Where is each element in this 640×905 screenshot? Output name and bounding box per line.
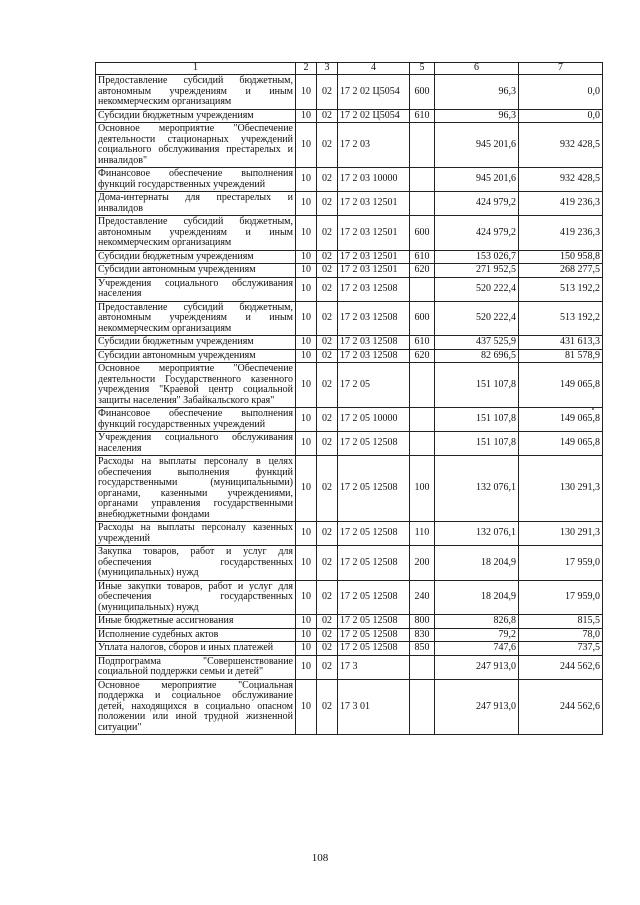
- cell-section: 10: [296, 336, 317, 350]
- header-cell-6: 6: [435, 63, 519, 75]
- cell-amount-2: 268 277,5: [519, 264, 603, 278]
- table-row: [96, 109, 603, 123]
- cell-target-code: 17 2 03 12501: [338, 192, 410, 216]
- cell-section: 10: [296, 168, 317, 192]
- cell-target-code: 17 2 03 12508: [338, 349, 410, 363]
- cell-target-code: 17 2 02 Ц5054: [338, 109, 410, 123]
- cell-section: 10: [296, 123, 317, 168]
- table-row: [96, 642, 603, 656]
- table-row: [96, 123, 603, 168]
- cell-subsection: 02: [317, 277, 338, 301]
- cell-section: 10: [296, 250, 317, 264]
- cell-name: Уплата налогов, сборов и иных платежей: [96, 642, 296, 656]
- cell-section: 10: [296, 642, 317, 656]
- cell-target-code: 17 2 05: [338, 363, 410, 408]
- cell-subsection: 02: [317, 75, 338, 110]
- table-row: [96, 615, 603, 629]
- cell-name: Иные бюджетные ассигнования: [96, 615, 296, 629]
- cell-expense-type: 240: [410, 580, 435, 615]
- table-row: [96, 628, 603, 642]
- cell-expense-type: 600: [410, 216, 435, 251]
- cell-amount-2: 0,0: [519, 75, 603, 110]
- table-row: [96, 264, 603, 278]
- cell-amount-2: 431 613,3: [519, 336, 603, 350]
- cell-amount-2: 419 236,3: [519, 216, 603, 251]
- cell-target-code: 17 2 03 10000: [338, 168, 410, 192]
- cell-subsection: 02: [317, 349, 338, 363]
- table-row: [96, 432, 603, 456]
- cell-amount-2: 244 562,6: [519, 679, 603, 735]
- cell-target-code: 17 2 05 12508: [338, 580, 410, 615]
- table-header-row: [96, 63, 603, 75]
- cell-section: 10: [296, 264, 317, 278]
- cell-amount-1: 520 222,4: [435, 301, 519, 336]
- cell-target-code: 17 2 03 12508: [338, 277, 410, 301]
- cell-expense-type: 830: [410, 628, 435, 642]
- cell-name: Расходы на выплаты персоналу казенных учреждений: [96, 522, 296, 546]
- table-row: [96, 679, 603, 735]
- budget-table: [95, 62, 603, 735]
- cell-name: Основное мероприятие "Обеспечение деятельности стационарных учреждений социального обслуживания престарелых и инвалидов": [96, 123, 296, 168]
- cell-target-code: 17 2 03 12501: [338, 216, 410, 251]
- cell-name: Субсидии бюджетным учреждениям: [96, 109, 296, 123]
- cell-name: Закупка товаров, работ и услуг для обеспечения государственных (муниципальных) нужд: [96, 546, 296, 581]
- cell-amount-2: 150 958,8: [519, 250, 603, 264]
- cell-section: 10: [296, 522, 317, 546]
- cell-target-code: 17 2 05 10000: [338, 408, 410, 432]
- cell-expense-type: 600: [410, 75, 435, 110]
- cell-expense-type: 110: [410, 522, 435, 546]
- cell-subsection: 02: [317, 192, 338, 216]
- cell-section: 10: [296, 546, 317, 581]
- cell-target-code: 17 3 01: [338, 679, 410, 735]
- cell-section: 10: [296, 277, 317, 301]
- cell-subsection: 02: [317, 168, 338, 192]
- header-cell-2: 2: [296, 63, 317, 75]
- cell-amount-2: 932 428,5: [519, 123, 603, 168]
- cell-section: 10: [296, 456, 317, 522]
- table-body: [96, 63, 603, 735]
- cell-amount-1: 82 696,5: [435, 349, 519, 363]
- cell-expense-type: 850: [410, 642, 435, 656]
- cell-amount-1: 153 026,7: [435, 250, 519, 264]
- cell-amount-2: 17 959,0: [519, 546, 603, 581]
- cell-section: 10: [296, 615, 317, 629]
- cell-expense-type: 610: [410, 250, 435, 264]
- cell-name: Субсидии бюджетным учреждениям: [96, 336, 296, 350]
- table-row: [96, 75, 603, 110]
- cell-name: Дома-интернаты для престарелых и инвалидов: [96, 192, 296, 216]
- cell-name: Субсидии автономным учреждениям: [96, 349, 296, 363]
- table-row: [96, 522, 603, 546]
- table-row: [96, 408, 603, 432]
- cell-section: 10: [296, 655, 317, 679]
- table-row: [96, 363, 603, 408]
- cell-amount-1: 151 107,8: [435, 432, 519, 456]
- cell-expense-type: [410, 168, 435, 192]
- table-row: [96, 250, 603, 264]
- cell-amount-1: 826,8: [435, 615, 519, 629]
- cell-amount-1: 945 201,6: [435, 168, 519, 192]
- cell-expense-type: [410, 432, 435, 456]
- cell-amount-2: 513 192,2: [519, 277, 603, 301]
- cell-amount-1: 18 204,9: [435, 546, 519, 581]
- cell-amount-1: 247 913,0: [435, 655, 519, 679]
- table-row: [96, 456, 603, 522]
- cell-name: Основное мероприятие "Обеспечение деятельности Государственного казенного учреждения "Краевой центр социальной защиты населения" Забайкальского края": [96, 363, 296, 408]
- cell-amount-1: 132 076,1: [435, 522, 519, 546]
- cell-subsection: 02: [317, 456, 338, 522]
- cell-expense-type: 600: [410, 301, 435, 336]
- cell-amount-1: 132 076,1: [435, 456, 519, 522]
- cell-expense-type: 800: [410, 615, 435, 629]
- cell-subsection: 02: [317, 628, 338, 642]
- cell-subsection: 02: [317, 679, 338, 735]
- cell-name: Финансовое обеспечение выполнения функций государственных учреждений: [96, 408, 296, 432]
- table-row: [96, 216, 603, 251]
- cell-target-code: 17 2 05 12508: [338, 432, 410, 456]
- cell-section: 10: [296, 580, 317, 615]
- header-cell-4: 4: [338, 63, 410, 75]
- cell-target-code: 17 2 03 12508: [338, 336, 410, 350]
- cell-subsection: 02: [317, 109, 338, 123]
- cell-amount-2: 149 065,8: [519, 408, 603, 432]
- cell-amount-2: 244 562,6: [519, 655, 603, 679]
- cell-target-code: 17 2 03: [338, 123, 410, 168]
- table-row: [96, 277, 603, 301]
- cell-expense-type: 200: [410, 546, 435, 581]
- cell-amount-1: 437 525,9: [435, 336, 519, 350]
- cell-subsection: 02: [317, 250, 338, 264]
- cell-target-code: 17 2 05 12508: [338, 546, 410, 581]
- cell-section: 10: [296, 432, 317, 456]
- cell-amount-2: 78,0: [519, 628, 603, 642]
- cell-target-code: 17 2 03 12508: [338, 301, 410, 336]
- cell-amount-2: 130 291,3: [519, 456, 603, 522]
- cell-subsection: 02: [317, 432, 338, 456]
- cell-amount-2: 0,0: [519, 109, 603, 123]
- cell-amount-1: 96,3: [435, 75, 519, 110]
- cell-amount-2: 130 291,3: [519, 522, 603, 546]
- cell-subsection: 02: [317, 655, 338, 679]
- cell-amount-2: 737,5: [519, 642, 603, 656]
- cell-expense-type: [410, 277, 435, 301]
- cell-target-code: 17 2 05 12508: [338, 456, 410, 522]
- cell-amount-1: 945 201,6: [435, 123, 519, 168]
- cell-amount-2: 419 236,3: [519, 192, 603, 216]
- cell-section: 10: [296, 75, 317, 110]
- cell-amount-1: 79,2: [435, 628, 519, 642]
- cell-amount-1: 247 913,0: [435, 679, 519, 735]
- cell-name: Основное мероприятие "Социальная поддержка и социальное обслуживание детей, находящихся в социально опасном положении или иной трудной жизненной ситуации": [96, 679, 296, 735]
- cell-amount-2: 81 578,9: [519, 349, 603, 363]
- header-cell-3: 3: [317, 63, 338, 75]
- cell-amount-1: 151 107,8: [435, 408, 519, 432]
- cell-target-code: 17 2 05 12508: [338, 522, 410, 546]
- header-cell-7: 7: [519, 63, 603, 75]
- table-row: [96, 349, 603, 363]
- cell-name: Предоставление субсидий бюджетным, автономным учреждениям и иным некоммерческим организациям: [96, 75, 296, 110]
- cell-name: Расходы на выплаты персоналу в целях обеспечения выполнения функций государственными (муниципальными) органами, казенными учреждениями, органами управления государственными внебюджетными фондами: [96, 456, 296, 522]
- cell-section: 10: [296, 408, 317, 432]
- cell-expense-type: 610: [410, 109, 435, 123]
- cell-name: Учреждения социального обслуживания населения: [96, 432, 296, 456]
- cell-subsection: 02: [317, 123, 338, 168]
- cell-name: Предоставление субсидий бюджетным, автономным учреждениям и иным некоммерческим организациям: [96, 301, 296, 336]
- cell-expense-type: [410, 192, 435, 216]
- cell-target-code: 17 2 05 12508: [338, 628, 410, 642]
- cell-amount-2: 149 065,8: [519, 363, 603, 408]
- cell-amount-1: 18 204,9: [435, 580, 519, 615]
- cell-subsection: 02: [317, 408, 338, 432]
- cell-subsection: 02: [317, 216, 338, 251]
- cell-subsection: 02: [317, 363, 338, 408]
- table-row: [96, 336, 603, 350]
- cell-target-code: 17 2 03 12501: [338, 264, 410, 278]
- table-row: [96, 546, 603, 581]
- page-number: 108: [311, 852, 329, 864]
- cell-amount-1: 151 107,8: [435, 363, 519, 408]
- header-cell-5: 5: [410, 63, 435, 75]
- header-cell-1: 1: [96, 63, 296, 75]
- cell-subsection: 02: [317, 264, 338, 278]
- cell-amount-2: 149 065,8: [519, 432, 603, 456]
- cell-amount-1: 747,6: [435, 642, 519, 656]
- cell-amount-1: 520 222,4: [435, 277, 519, 301]
- cell-target-code: 17 2 02 Ц5054: [338, 75, 410, 110]
- cell-amount-1: 96,3: [435, 109, 519, 123]
- cell-target-code: 17 3: [338, 655, 410, 679]
- cell-name: Иные закупки товаров, работ и услуг для обеспечения государственных (муниципальных) нужд: [96, 580, 296, 615]
- cell-subsection: 02: [317, 301, 338, 336]
- cell-expense-type: [410, 408, 435, 432]
- cell-section: 10: [296, 216, 317, 251]
- cell-subsection: 02: [317, 546, 338, 581]
- table-row: [96, 301, 603, 336]
- table-row: [96, 168, 603, 192]
- cell-section: 10: [296, 679, 317, 735]
- cell-expense-type: 620: [410, 349, 435, 363]
- cell-section: 10: [296, 301, 317, 336]
- cell-name: Исполнение судебных актов: [96, 628, 296, 642]
- cell-amount-1: 424 979,2: [435, 192, 519, 216]
- cell-section: 10: [296, 363, 317, 408]
- cell-target-code: 17 2 05 12508: [338, 642, 410, 656]
- cell-amount-2: 815,5: [519, 615, 603, 629]
- cell-name: Финансовое обеспечение выполнения функций государственных учреждений: [96, 168, 296, 192]
- cell-name: Субсидии бюджетным учреждениям: [96, 250, 296, 264]
- cell-amount-2: 17 959,0: [519, 580, 603, 615]
- cell-expense-type: [410, 363, 435, 408]
- cell-subsection: 02: [317, 522, 338, 546]
- cell-section: 10: [296, 192, 317, 216]
- cell-name: Предоставление субсидий бюджетным, автономным учреждениям и иным некоммерческим организациям: [96, 216, 296, 251]
- cell-expense-type: [410, 123, 435, 168]
- table-row: [96, 192, 603, 216]
- cell-amount-1: 271 952,5: [435, 264, 519, 278]
- cell-expense-type: [410, 679, 435, 735]
- cell-name: Учреждения социального обслуживания населения: [96, 277, 296, 301]
- cell-expense-type: 100: [410, 456, 435, 522]
- cell-subsection: 02: [317, 580, 338, 615]
- cell-subsection: 02: [317, 615, 338, 629]
- cell-name: Субсидии автономным учреждениям: [96, 264, 296, 278]
- cell-subsection: 02: [317, 642, 338, 656]
- cell-expense-type: 620: [410, 264, 435, 278]
- table-row: [96, 580, 603, 615]
- cell-amount-2: 513 192,2: [519, 301, 603, 336]
- cell-target-code: 17 2 05 12508: [338, 615, 410, 629]
- cell-expense-type: [410, 655, 435, 679]
- cell-section: 10: [296, 109, 317, 123]
- cell-target-code: 17 2 03 12501: [338, 250, 410, 264]
- cell-name: Подпрограмма "Совершенствование социальной поддержки семьи и детей": [96, 655, 296, 679]
- cell-amount-1: 424 979,2: [435, 216, 519, 251]
- table-row: [96, 655, 603, 679]
- cell-section: 10: [296, 349, 317, 363]
- cell-expense-type: 610: [410, 336, 435, 350]
- cell-subsection: 02: [317, 336, 338, 350]
- cell-amount-2: 932 428,5: [519, 168, 603, 192]
- cell-section: 10: [296, 628, 317, 642]
